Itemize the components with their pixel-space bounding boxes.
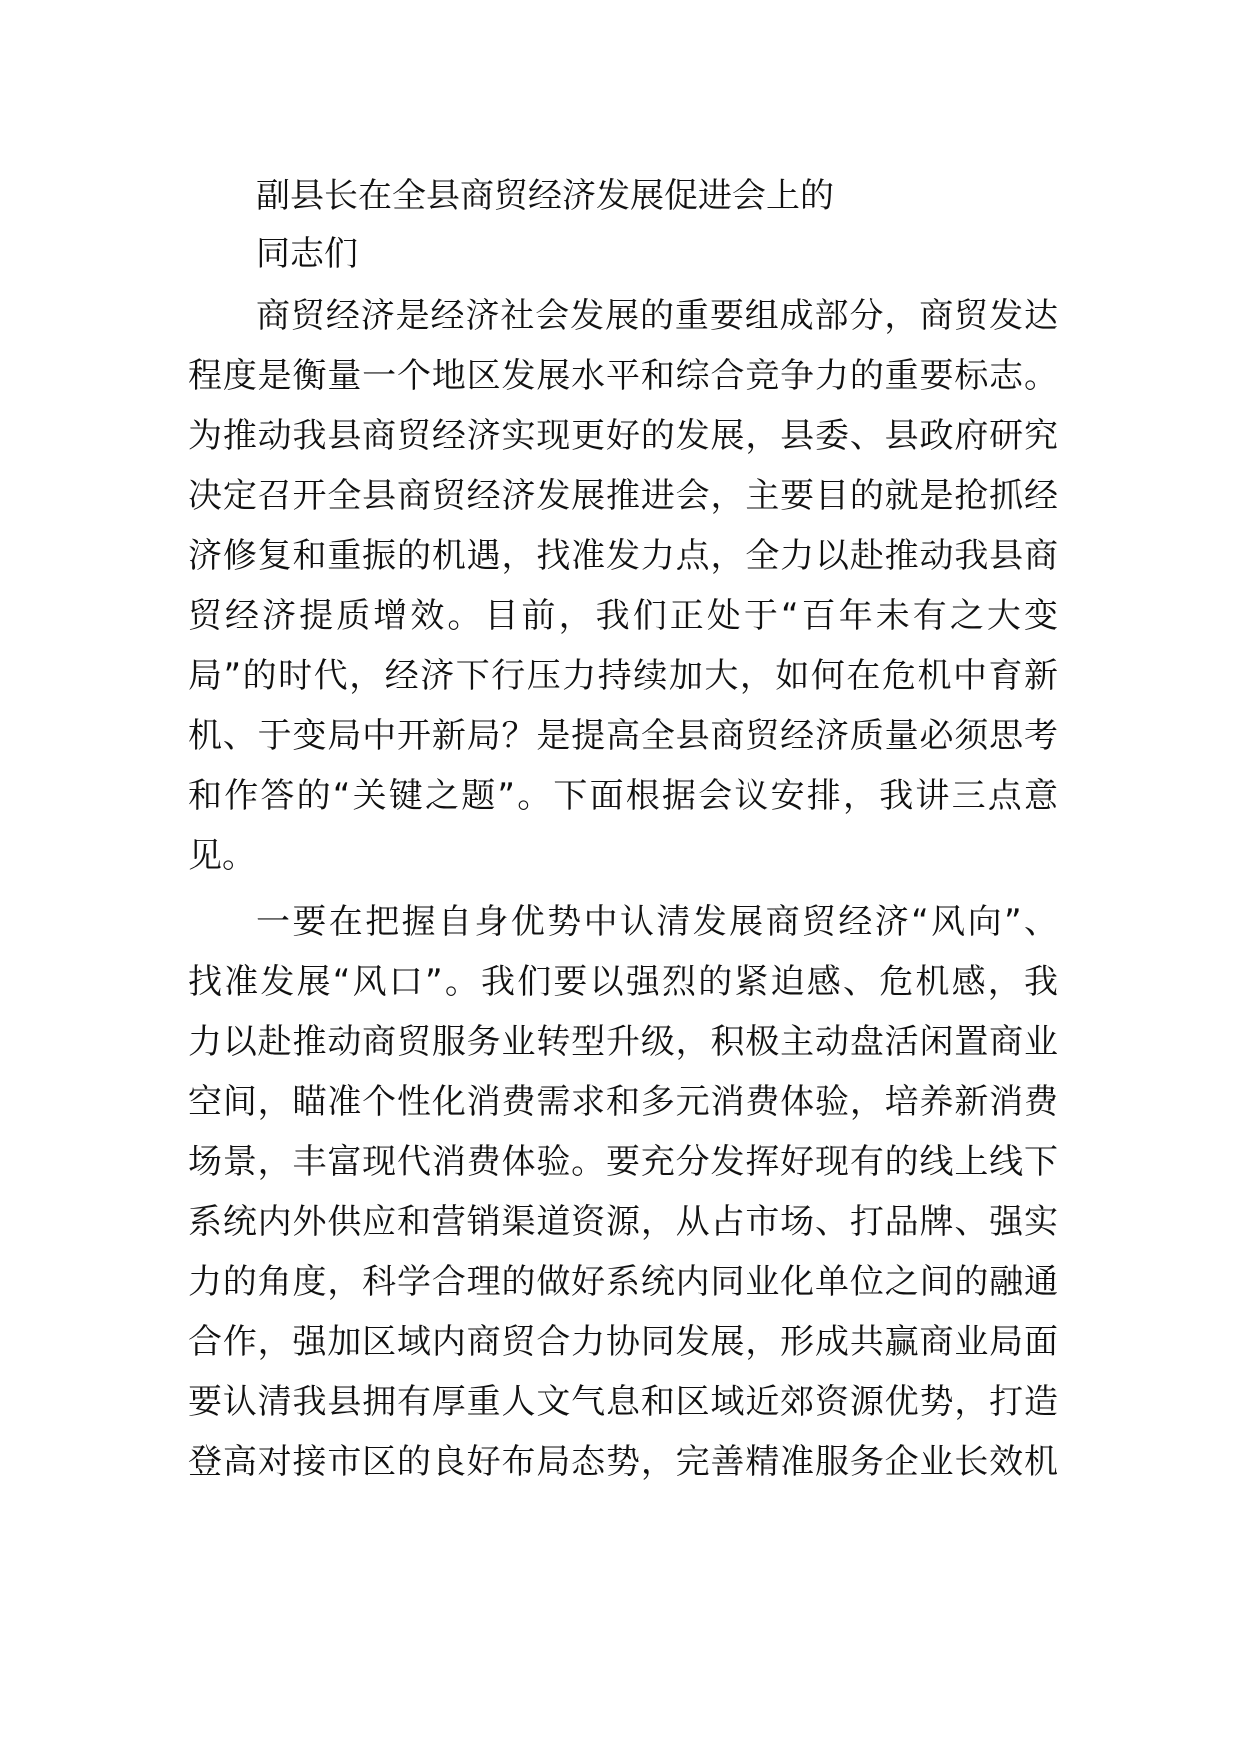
paragraph-1-line-2: 程度是衡量一个地区发展水平和综合竞争力的重要标志。	[188, 356, 1058, 396]
salutation: 同志们	[256, 234, 358, 274]
paragraph-1-line-6: 贸经济提质增效。目前，我们正处于“百年未有之大变	[188, 596, 1058, 636]
paragraph-2-line-8: 合作，强加区域内商贸合力协同发展，形成共赢商业局面	[188, 1322, 1058, 1362]
paragraph-1-line-1: 商贸经济是经济社会发展的重要组成部分，商贸发达	[256, 296, 1058, 336]
paragraph-2-line-6: 系统内外供应和营销渠道资源，从占市场、打品牌、强实	[188, 1202, 1058, 1242]
paragraph-1-line-3: 为推动我县商贸经济实现更好的发展，县委、县政府研究	[188, 416, 1058, 456]
paragraph-1-line-8: 机、于变局中开新局？是提高全县商贸经济质量必须思考	[188, 716, 1058, 756]
paragraph-2-line-5: 场景，丰富现代消费体验。要充分发挥好现有的线上线下	[188, 1142, 1058, 1182]
paragraph-2-line-7: 力的角度，科学合理的做好系统内同业化单位之间的融通	[188, 1262, 1058, 1302]
paragraph-2-line-4: 空间，瞄准个性化消费需求和多元消费体验，培养新消费	[188, 1082, 1058, 1122]
paragraph-2-line-1: 一要在把握自身优势中认清发展商贸经济“风向”、	[256, 902, 1058, 942]
paragraph-2-line-10: 登高对接市区的良好布局态势，完善精准服务企业长效机	[188, 1442, 1058, 1482]
paragraph-2-line-9: 要认清我县拥有厚重人文气息和区域近郊资源优势，打造	[188, 1382, 1058, 1422]
paragraph-2-line-2: 找准发展“风口”。我们要以强烈的紧迫感、危机感，我	[188, 962, 1058, 1002]
document-title: 副县长在全县商贸经济发展促进会上的	[256, 176, 834, 216]
paragraph-1-line-10: 见。	[188, 836, 256, 876]
paragraph-1-line-5: 济修复和重振的机遇，找准发力点，全力以赴推动我县商	[188, 536, 1058, 576]
paragraph-1-line-7: 局”的时代，经济下行压力持续加大，如何在危机中育新	[188, 656, 1058, 696]
paragraph-1-line-9: 和作答的“关键之题”。下面根据会议安排，我讲三点意	[188, 776, 1058, 816]
paragraph-2-line-3: 力以赴推动商贸服务业转型升级，积极主动盘活闲置商业	[188, 1022, 1058, 1062]
paragraph-1-line-4: 决定召开全县商贸经济发展推进会，主要目的就是抢抓经	[188, 476, 1058, 516]
